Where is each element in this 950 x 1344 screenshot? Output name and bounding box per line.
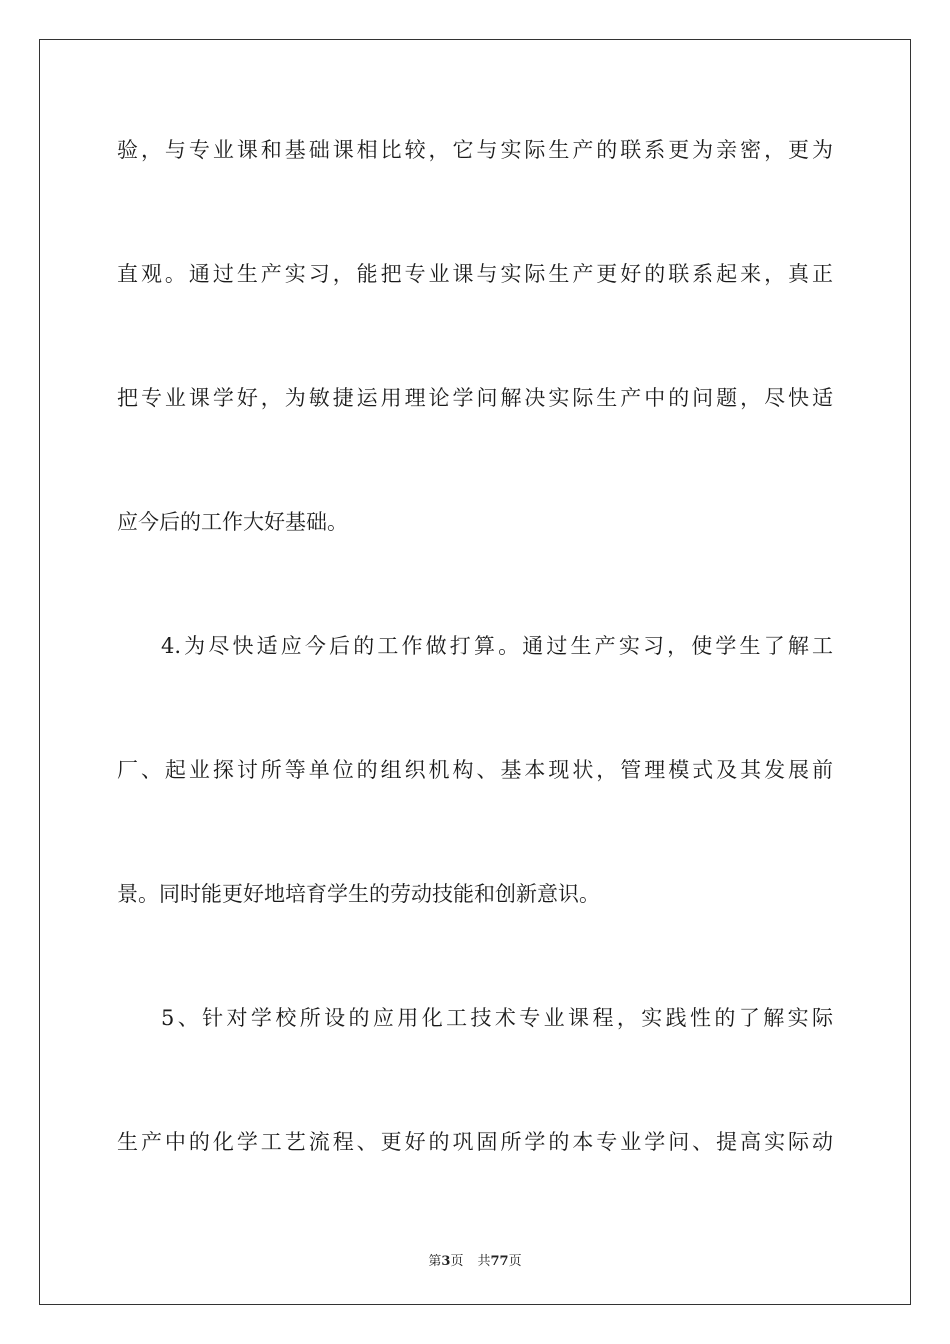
text-line-4: 应今后的工作大好基础。 (117, 510, 348, 534)
text-line-5: 4.为尽快适应今后的工作做打算。通过生产实习，使学生了解工 (161, 634, 833, 658)
total-pages: 77 (490, 1254, 509, 1269)
text-line-2: 直观。通过生产实习，能把专业课与实际生产更好的联系起来，真正 (117, 262, 833, 286)
page-footer (0, 1250, 950, 1269)
page-suffix: 页 (450, 1254, 464, 1269)
text-line-3: 把专业课学好，为敏捷运用理论学问解决实际生产中的问题，尽快适 (117, 386, 833, 410)
text-line-8: 5、针对学校所设的应用化工技术专业课程，实践性的了解实际 (161, 1006, 833, 1030)
total-suffix: 页 (508, 1254, 522, 1269)
total-prefix: 共 (477, 1254, 491, 1269)
page-prefix: 第 (428, 1254, 442, 1269)
text-line-7: 景。同时能更好地培育学生的劳动技能和创新意识。 (117, 882, 600, 906)
text-line-9: 生产中的化学工艺流程、更好的巩固所学的本专业学问、提高实际动 (117, 1130, 833, 1154)
text-line-6: 厂、起业探讨所等单位的组织机构、基本现状，管理模式及其发展前 (117, 758, 833, 782)
text-line-1: 验，与专业课和基础课相比较，它与实际生产的联系更为亲密，更为 (117, 138, 833, 162)
page-number: 3 (441, 1254, 451, 1269)
document-body (117, 130, 833, 1162)
